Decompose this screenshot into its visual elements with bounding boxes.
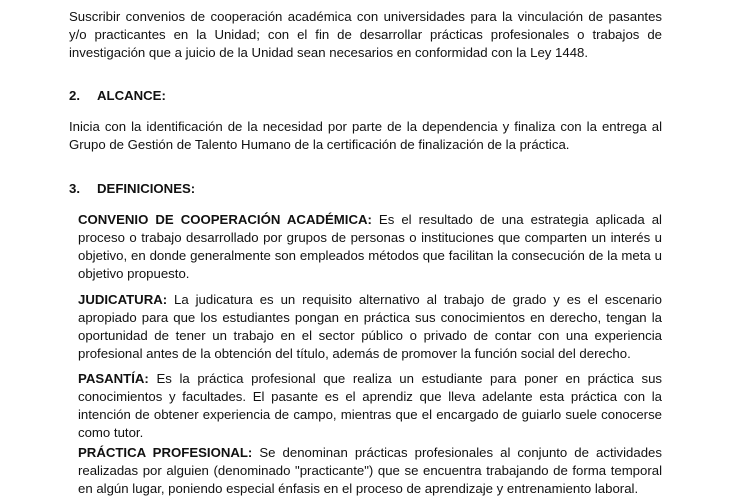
definition-pasantia <box>78 370 662 442</box>
section-3-heading <box>69 180 195 198</box>
definition-term: PASANTÍA: <box>78 371 149 386</box>
definition-text: Es el resultado de una estrategia aplicada al proceso o trabajo desarrollado por grupos de personas o instituciones que comparten un interés u objetivo, en donde generalmente son empleados métodos que facilitan la consecución de la meta u objetivo propuesto. <box>78 212 662 281</box>
definition-judicatura <box>78 291 662 363</box>
objective-paragraph: Suscribir convenios de cooperación académica con universidades para la vinculación de pasantes y/o practicantes en la Unidad; con el fin de desarrollar prácticas profesionales o trabajos de investigación que a juicio de la Unidad sean necesarios en conformidad con la Ley 1448. <box>69 9 662 60</box>
definition-practica-profesional <box>78 444 662 500</box>
definition-term: CONVENIO DE COOPERACIÓN ACADÉMICA: <box>78 212 372 227</box>
section-2-heading <box>69 87 166 105</box>
scope-paragraph: Inicia con la identificación de la necesidad por parte de la dependencia y finaliza con la entrega al Grupo de Gestión de Talento Humano de la certificación de finalización de la práctica. <box>69 119 662 152</box>
section-3-number: 3. <box>69 181 80 196</box>
definition-text: La judicatura es un requisito alternativo al trabajo de grado y es el escenario apropiado para que los estudiantes pongan en práctica sus conocimientos en derecho, tengan la oportunidad de tener un trabajo en el sector público o privado de contar con una experiencia profesional antes de la obtención del título, además de promover la función social del derecho. <box>78 292 662 361</box>
section-2-number: 2. <box>69 88 80 103</box>
definition-convenio <box>78 211 662 283</box>
definition-text: Es la práctica profesional que realiza un estudiante para poner en práctica sus conocimientos y facultades. El pasante es el aprendiz que lleva adelante esta práctica con la intención de obtener experiencia de campo, mientras que el encargado de guiarlo suele conocerse como tutor. <box>78 371 662 440</box>
definition-term: PRÁCTICA PROFESIONAL: <box>78 445 253 460</box>
section-2-title: ALCANCE: <box>97 88 166 103</box>
definition-term: JUDICATURA: <box>78 292 168 307</box>
section-3-title: DEFINICIONES: <box>97 181 196 196</box>
definition-text: Se denominan prácticas profesionales al conjunto de actividades realizadas por alguien (denominado "practicante") que se encuentra trabajando de forma temporal en algún lugar, poniendo especial énfasis en el proceso de aprendizaje y entrenamiento laboral. <box>78 445 662 496</box>
